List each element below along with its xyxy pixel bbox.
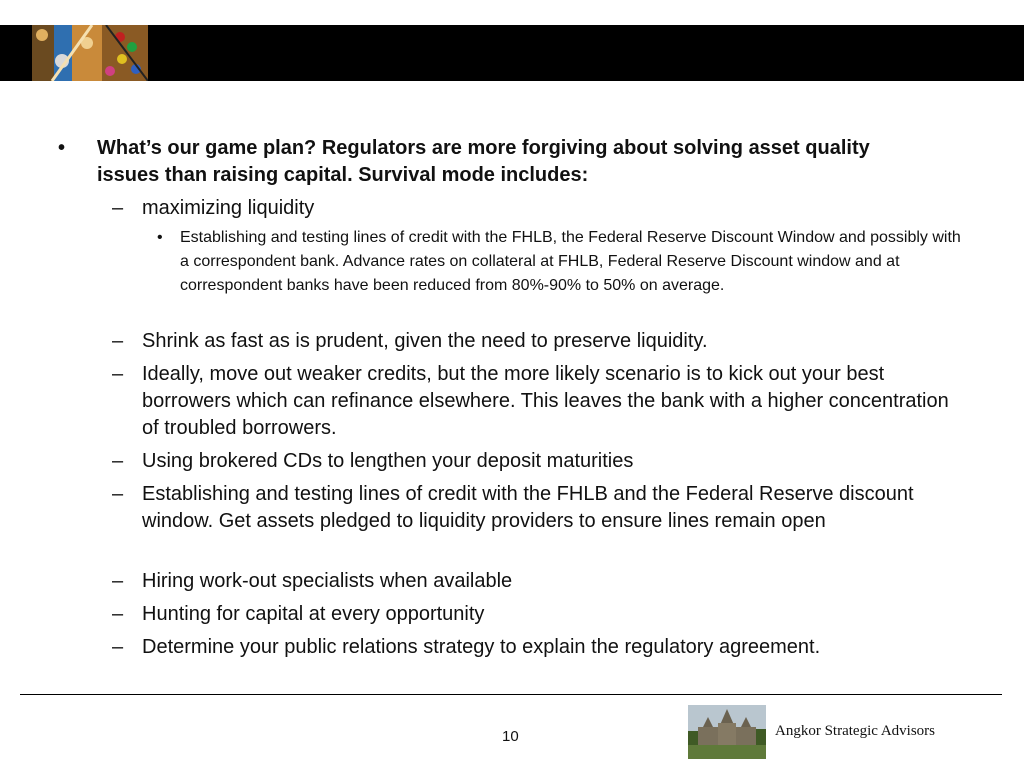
sub-bullet-marker: • xyxy=(157,229,163,246)
list-item: Determine your public relations strategy to explain the regulatory agreement. xyxy=(142,636,821,658)
list-item: Using brokered CDs to lengthen your deposit maturities xyxy=(142,450,634,472)
sub-list-item: Establishing and testing lines of credit with the FHLB, the Federal Reserve Discount Window and possibly with a correspondent bank. Advance rates on collateral at FHLB, Federal Reserve Discount window and at correspondent banks have been reduced from 80%-90% to 50% on average. xyxy=(180,229,961,294)
dash-marker: – xyxy=(112,603,124,625)
list-item: maximizing liquidity xyxy=(142,197,315,219)
dash-marker: – xyxy=(112,570,124,592)
dash-marker: – xyxy=(112,363,124,385)
dash-marker: – xyxy=(112,330,124,352)
brand-name: Angkor Strategic Advisors xyxy=(775,723,935,739)
page-number: 10 xyxy=(502,728,519,745)
list-item: Hiring work-out specialists when available xyxy=(142,570,513,592)
header-abacus-image xyxy=(32,25,148,81)
list-item: Ideally, move out weaker credits, but the more likely scenario is to kick out your best borrowers which can refinance elsewhere. This leaves the bank with a higher concentration of troubled borrowers. xyxy=(142,363,949,439)
dash-marker: – xyxy=(112,450,124,472)
list-item: Establishing and testing lines of credit with the FHLB and the Federal Reserve discount window. Get assets pledged to liquidity providers to ensure lines remain open xyxy=(142,483,914,532)
dash-marker: – xyxy=(112,636,124,658)
list-item: Hunting for capital at every opportunity xyxy=(142,603,485,625)
dash-marker: – xyxy=(112,483,124,505)
header-band xyxy=(0,25,1024,81)
footer-divider xyxy=(20,694,1002,695)
dash-marker: – xyxy=(112,197,124,219)
temple-photo xyxy=(688,705,766,759)
list-item: Shrink as fast as is prudent, given the need to preserve liquidity. xyxy=(142,330,708,352)
bullet-marker: • xyxy=(58,137,66,159)
slide-heading: What’s our game plan? Regulators are more forgiving about solving asset quality issues than raising capital. Survival mode includes: xyxy=(97,137,870,186)
